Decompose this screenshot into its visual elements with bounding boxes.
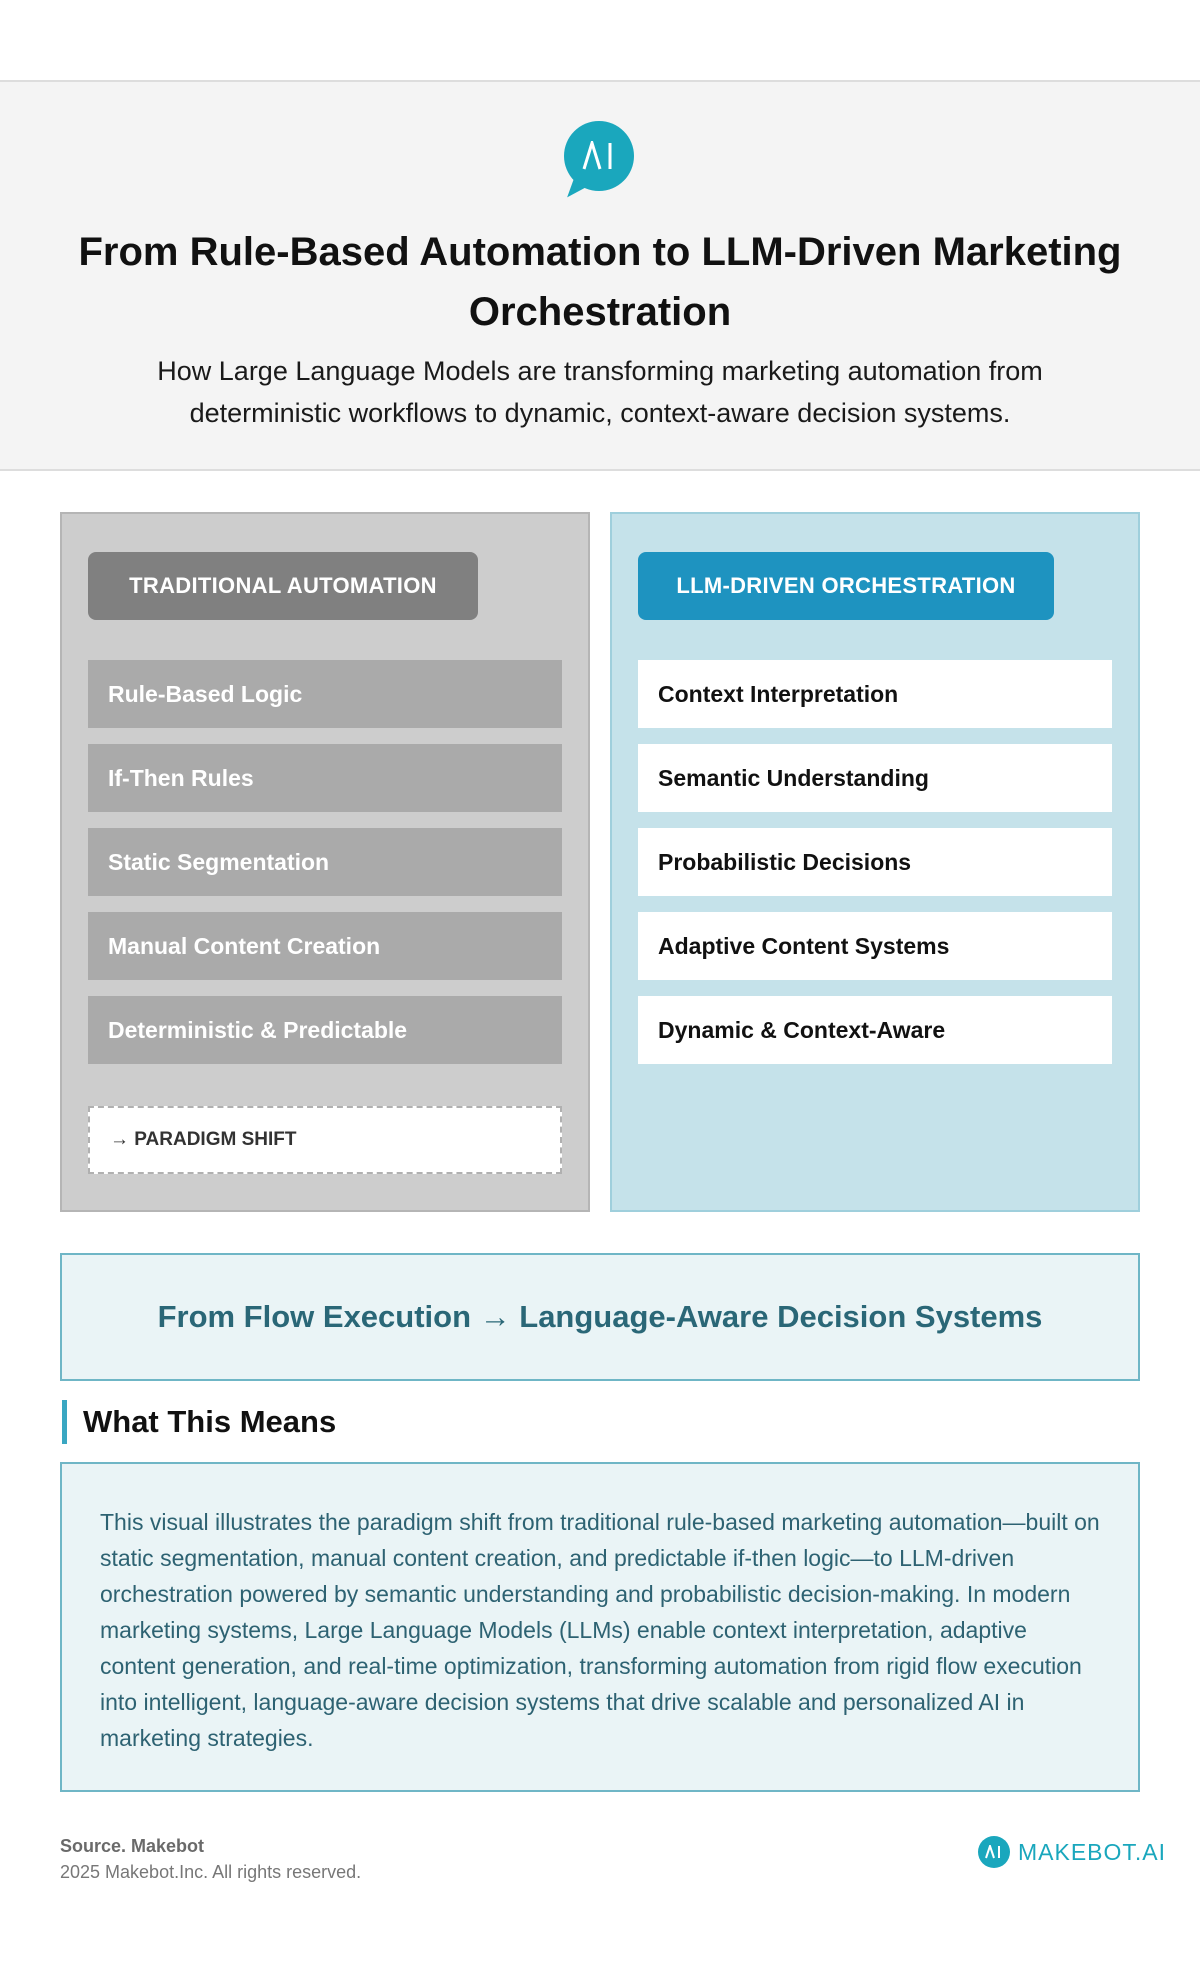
summary-banner: From Flow Execution → Language-Aware Decision Systems xyxy=(60,1253,1140,1381)
traditional-label: TRADITIONAL AUTOMATION xyxy=(88,552,478,620)
traditional-item: Deterministic & Predictable xyxy=(88,996,562,1064)
llm-item: Semantic Understanding xyxy=(638,744,1112,812)
traditional-item: Rule-Based Logic xyxy=(88,660,562,728)
ai-logo-icon xyxy=(564,121,634,191)
traditional-item: Manual Content Creation xyxy=(88,912,562,980)
traditional-item: Static Segmentation xyxy=(88,828,562,896)
traditional-item: If-Then Rules xyxy=(88,744,562,812)
llm-item: Context Interpretation xyxy=(638,660,1112,728)
copyright-text: 2025 Makebot.Inc. All rights reserved. xyxy=(60,1862,362,1882)
paradigm-shift-label: → PARADIGM SHIFT xyxy=(88,1106,562,1174)
llm-panel xyxy=(610,512,1140,1212)
section-title: What This Means xyxy=(62,1400,336,1444)
brand-name: MAKEBOT.AI xyxy=(1018,1838,1167,1865)
traditional-panel xyxy=(60,512,590,1212)
page-title: From Rule-Based Automation to LLM-Driven Marketing Orchestration xyxy=(78,230,1122,334)
llm-item: Adaptive Content Systems xyxy=(638,912,1112,980)
brand-logo xyxy=(978,1834,1166,1870)
means-description: This visual illustrates the paradigm shift from traditional rule-based marketing automation—built on static segmentation, manual content creation, and predictable if-then logic—to LLM-driven orchestration powered by semantic understanding and probabilistic decision-making. In modern marketing systems, Large Language Models (LLMs) enable context interpretation, adaptive content generation, and real-time optimization, transforming automation from rigid flow execution into intelligent, language-aware decision systems that drive scalable and personalized AI in marketing strategies. xyxy=(60,1462,1140,1792)
source-label: Source. Makebot xyxy=(60,1836,205,1856)
page-subtitle: How Large Language Models are transforming marketing automation from deterministic workflows to dynamic, context-aware decision systems. xyxy=(157,356,1043,428)
makebot-logo-icon xyxy=(978,1836,1010,1868)
header xyxy=(0,80,1200,471)
llm-label: LLM-DRIVEN ORCHESTRATION xyxy=(638,552,1054,620)
llm-item: Dynamic & Context-Aware xyxy=(638,996,1112,1064)
llm-item: Probabilistic Decisions xyxy=(638,828,1112,896)
